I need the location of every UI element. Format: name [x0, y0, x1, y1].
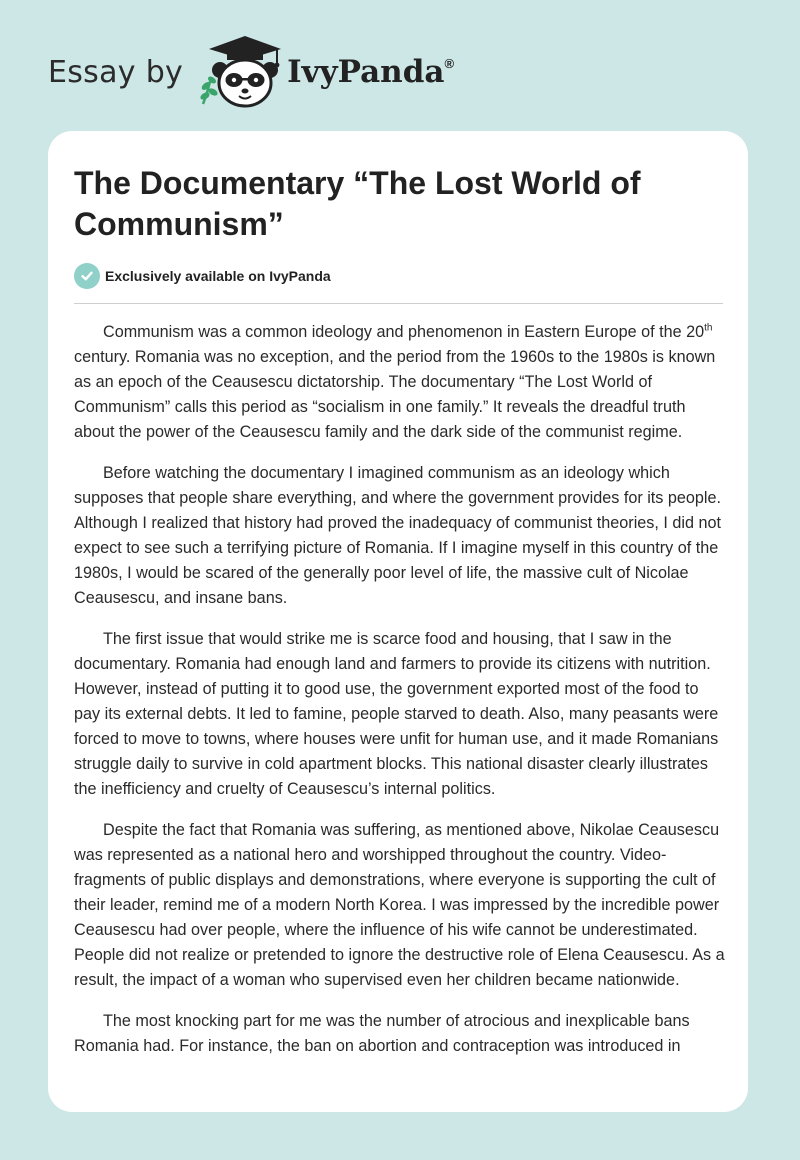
paragraph-1-start: Communism was a common ideology and phenomenon in Eastern Europe of the 20: [103, 323, 705, 341]
essay-body: [74, 320, 726, 1075]
brand-name-text: IvyPanda: [287, 54, 445, 90]
check-circle-icon: [74, 263, 100, 289]
paragraph-1: [74, 320, 726, 445]
paragraph-1-end: century. Romania was no exception, and the period from the 1960s to the 1980s is known as an epoch of the Ceausescu dictatorship. The documentary “The Lost World of Communism” calls this period as “socialism in one family.” It reveals the dreadful truth about the power of the Ceausescu family and the dark side of the communist regime.: [74, 348, 716, 441]
registered-mark: ®: [444, 56, 455, 71]
panda-graduate-logo-icon[interactable]: [197, 34, 285, 110]
exclusive-badge: [74, 263, 331, 289]
divider: [74, 303, 723, 304]
paragraph-5: The most knocking part for me was the number of atrocious and inexplicable bans Romania had. For instance, the ban on abortion and contraception was introduced in: [74, 1012, 690, 1055]
brand-prefix: Essay by: [48, 54, 184, 90]
paragraph-3: The first issue that would strike me is scarce food and housing, that I saw in the documentary. Romania had enough land and farmers to provide its citizens with nutrition. However, instead of putting it to good use, the government exported most of the food to pay its external debts. It led to famine, people starved to death. Also, many peasants were forced to move to towns, where houses were unfit for human use, and it made Romanians struggle daily to survive in cold apartment blocks. This national disaster clearly illustrates the inefficiency and cruelty of Ceausescu’s internal politics.: [74, 630, 719, 798]
site-header: [48, 34, 454, 110]
check-mark-icon: [80, 269, 94, 283]
brand-name[interactable]: [287, 54, 454, 90]
ordinal-superscript: th: [704, 322, 713, 334]
paragraph-2: Before watching the documentary I imagined communism as an ideology which supposes that people share everything, and where the government provides for its people. Although I realized that history had proved the inadequacy of communist theories, I did not expect to see such a terrifying picture of Romania. If I imagine myself in this country of the 1980s, I would be scared of the generally poor level of life, the massive cult of Nicolae Ceausescu, and insane bans.: [74, 464, 722, 607]
paragraph-4: Despite the fact that Romania was suffering, as mentioned above, Nikolae Ceausescu was represented as a national hero and worshipped throughout the country. Video-fragments of public displays and demonstrations, where everyone is supporting the cult of their leader, remind me of a modern North Korea. I was impressed by the incredible power Ceausescu had over people, where the influence of his wife cannot be underestimated. People did not realize or pretended to ignore the destructive role of Elena Ceausescu. As a result, the impact of a woman who supervised even her children became nationwide.: [74, 821, 725, 989]
essay-title: The Documentary “The Lost World of Communism”: [74, 165, 641, 242]
essay-card: [48, 131, 748, 1112]
badge-label: Exclusively available on IvyPanda: [105, 268, 331, 284]
